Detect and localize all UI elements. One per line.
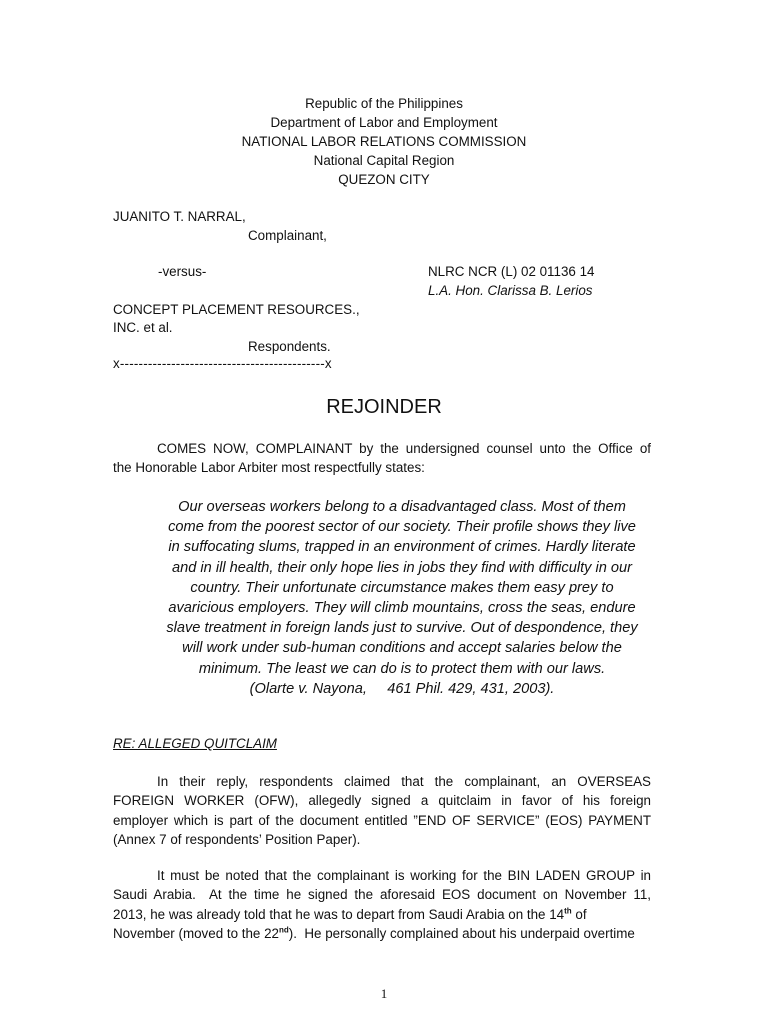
- quote-line: and in ill health, their only hope lies in jobs they find with difficulty in our: [172, 559, 632, 576]
- quote-citation: (Olarte v. Nayona, 461 Phil. 429, 431, 2003).: [249, 680, 555, 697]
- paragraph-line: (Annex 7 of respondents’ Position Paper).: [113, 832, 361, 848]
- respondent-name-line1: CONCEPT PLACEMENT RESOURCES.,: [113, 302, 360, 317]
- respondent-name-line2: INC. et al.: [113, 320, 173, 335]
- paragraph-line: FOREIGN WORKER (OFW), allegedly signed a quitclaim in favor of his foreign: [113, 793, 651, 809]
- quote-line: avaricious employers. They will climb mountains, cross the seas, endure: [168, 600, 636, 617]
- quote-line: come from the poorest sector of our society. Their profile shows they live: [168, 519, 636, 536]
- labor-arbiter: L.A. Hon. Clarissa B. Lerios: [428, 283, 593, 298]
- quote-line: Our overseas workers belong to a disadvantaged class. Most of them: [178, 499, 626, 515]
- paragraph-line: employer which is part of the document entitled ”END OF SERVICE” (EOS) PAYMENT: [113, 812, 651, 828]
- section-heading: RE: ALLEGED QUITCLAIM: [113, 736, 277, 751]
- paragraph-line: November (moved to the 22nd). He personally complained about his underpaid overtime: [113, 925, 635, 942]
- header-region: National Capital Region: [313, 153, 455, 168]
- paragraph-2: [113, 866, 651, 944]
- superscript-th: th: [564, 906, 572, 916]
- intro-paragraph: [113, 439, 651, 478]
- case-number: NLRC NCR (L) 02 01136 14: [428, 264, 595, 279]
- paragraph-1: [113, 772, 651, 850]
- header-city: QUEZON CITY: [338, 172, 430, 187]
- superscript-nd: nd: [278, 925, 289, 935]
- header-republic: Republic of the Philippines: [305, 96, 463, 111]
- versus-label: -versus-: [158, 264, 207, 279]
- document-title: REJOINDER: [326, 396, 442, 418]
- complainant-name: JUANITO T. NARRAL,: [113, 209, 246, 224]
- page-number: 1: [380, 986, 388, 1001]
- paragraph-line: Saudi Arabia. At the time he signed the aforesaid EOS document on November 11,: [113, 887, 651, 903]
- paragraph-line: 2013, he was already told that he was to depart from Saudi Arabia on the 14th of: [113, 906, 587, 922]
- paragraph-line: It must be noted that the complainant is working for the BIN LADEN GROUP in: [157, 868, 651, 883]
- header-commission: NATIONAL LABOR RELATIONS COMMISSION: [241, 134, 527, 149]
- quote-line: will work under sub-human conditions and accept salaries below the: [182, 640, 622, 657]
- quote-line: country. Their unfortunate circumstance makes them easy prey to: [190, 579, 614, 596]
- paragraph-line: In their reply, respondents claimed that the complainant, an OVERSEAS: [157, 774, 651, 789]
- complainant-role: Complainant,: [248, 228, 327, 243]
- quote-line: in suffocating slums, trapped in an environment of crimes. Hardly literate: [168, 539, 636, 556]
- block-quote: [140, 497, 664, 699]
- caption-separator: x--------------------------------------------x: [113, 356, 332, 371]
- quote-line: slave treatment in foreign lands just to survive. Out of despondence, they: [166, 620, 638, 637]
- respondent-role: Respondents.: [248, 339, 331, 354]
- quote-line: minimum. The least we can do is to protect them with our laws.: [198, 660, 606, 677]
- intro-line: COMES NOW, COMPLAINANT by the undersigned counsel unto the Office of: [157, 441, 651, 456]
- header-department: Department of Labor and Employment: [270, 115, 498, 130]
- intro-line: the Honorable Labor Arbiter most respectfully states:: [113, 460, 425, 476]
